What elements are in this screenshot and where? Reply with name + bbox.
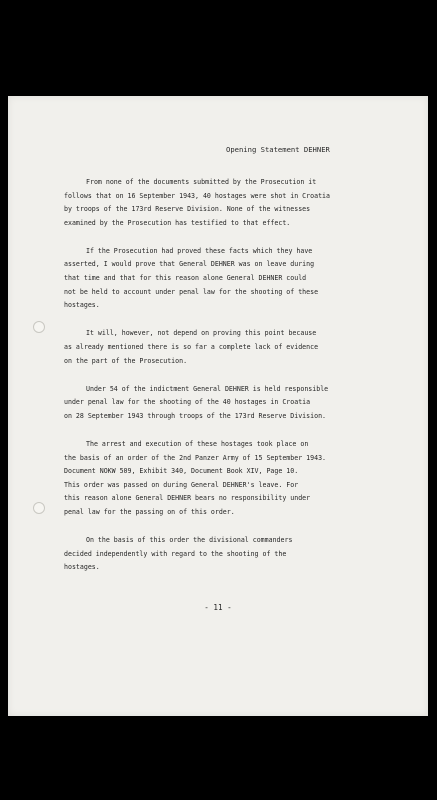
paragraph	[64, 176, 394, 230]
text-line: penal law for the passing on of this order.	[64, 507, 235, 516]
text-line: Under 54 of the indictment General DEHNER is held responsible	[86, 384, 329, 393]
text-line: asserted, I would prove that General DEHNER was on leave during	[64, 260, 315, 269]
paragraph	[64, 534, 394, 575]
text-line: examined by the Prosecution has testified to that effect.	[64, 218, 291, 227]
document-body	[64, 176, 394, 589]
text-line: the basis of an order of the 2nd Panzer Army of 15 September 1943.	[64, 453, 327, 462]
text-line: follows that on 16 September 1943, 40 hostages were shot in Croatia	[64, 191, 330, 200]
text-line: It will, however, not depend on proving this point because	[86, 329, 317, 338]
text-line: hostages.	[64, 563, 100, 572]
paragraph	[64, 245, 394, 313]
text-line: not be held to account under penal law for the shooting of these	[64, 287, 319, 296]
text-line: This order was passed on during General DEHNER's leave. For	[64, 480, 299, 489]
text-line: On the basis of this order the divisional commanders	[86, 535, 293, 544]
text-line: From none of the documents submitted by the Prosecution it	[86, 178, 317, 186]
text-line: The arrest and execution of these hostages took place on	[86, 439, 309, 448]
text-line: that time and that for this reason alone General DEHNER could	[64, 274, 307, 283]
paragraph	[64, 438, 394, 520]
punch-hole	[33, 502, 45, 514]
page-number: - 11 -	[204, 603, 232, 612]
punch-hole	[33, 321, 45, 333]
text-line: hostages.	[64, 301, 100, 310]
text-line: If the Prosecution had proved these facts which they have	[86, 246, 313, 255]
text-line: on 28 September 1943 through troops of the 173rd Reserve Division.	[64, 411, 327, 420]
paragraph	[64, 383, 394, 424]
text-line: this reason alone General DEHNER bears no responsibility under	[64, 494, 311, 503]
text-line: under penal law for the shooting of the 40 hostages in Croatia	[64, 398, 311, 407]
paragraph	[64, 327, 394, 368]
text-line: by troops of the 173rd Reserve Division. None of the witnesses	[64, 205, 311, 214]
document-page	[8, 96, 428, 716]
page-header: Opening Statement DEHNER	[226, 145, 330, 154]
text-line: Document NOKW 509, Exhibit 340, Document Book XIV, Page 10.	[64, 467, 299, 476]
text-line: as already mentioned there is so far a complete lack of evidence	[64, 342, 319, 351]
text-line: decided independently with regard to the shooting of the	[64, 549, 287, 558]
text-line: on the part of the Prosecution.	[64, 356, 188, 365]
